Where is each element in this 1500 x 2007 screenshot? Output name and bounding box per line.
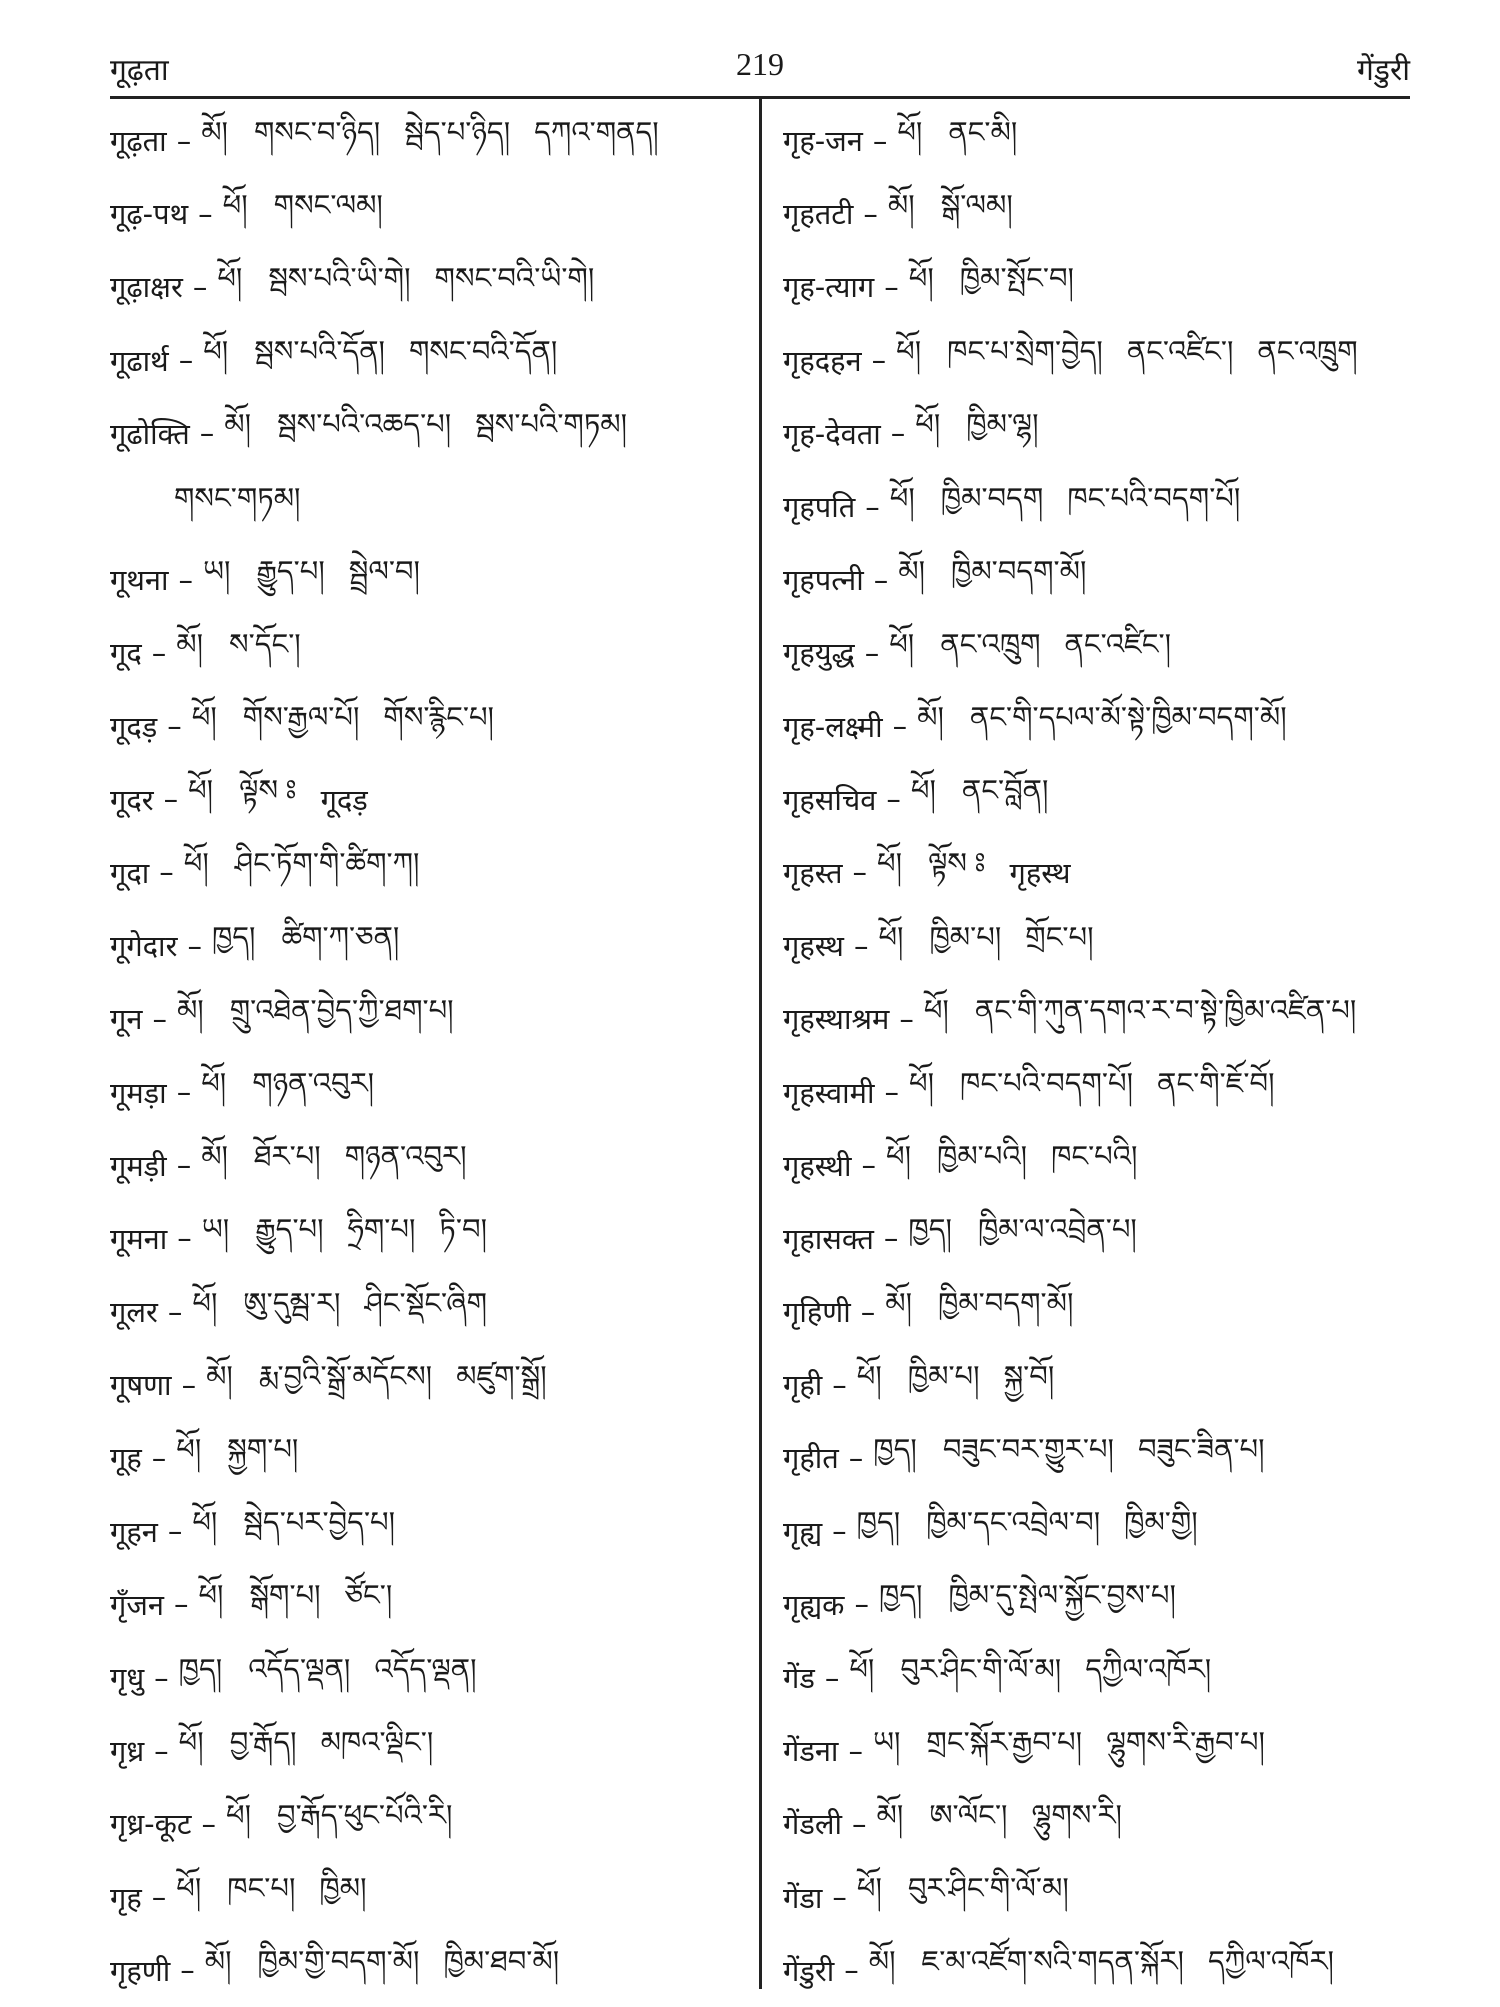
entry-grammar-tag: ཕོ།	[188, 773, 214, 808]
dictionary-entry	[110, 690, 740, 763]
entry-dash: –	[865, 489, 880, 524]
entry-definition: ས་དོང་།	[229, 626, 301, 661]
dictionary-entry	[110, 1641, 740, 1714]
entry-dash: –	[861, 1148, 876, 1183]
entry-grammar-tag: ཕོ།	[183, 846, 209, 881]
dictionary-entry	[783, 1934, 1403, 2007]
entry-grammar-tag: ཕོ།	[856, 1358, 882, 1393]
entry-definition: ཁང་པའི་བདག་པོ།	[1067, 480, 1241, 515]
entry-grammar-tag: ཡ།	[201, 1212, 230, 1247]
entry-dash: –	[167, 709, 182, 744]
entry-headword: गृहदहन	[783, 343, 862, 378]
entry-definition: ཁྱིམ་བདག་མོ།	[951, 553, 1087, 588]
entry-grammar-tag: ཕོ།	[178, 1724, 204, 1759]
entry-headword: गेंडुरी	[783, 1953, 835, 1988]
entry-grammar-tag: མོ།	[887, 187, 915, 222]
column-divider	[759, 99, 762, 1989]
entry-dash: –	[201, 1806, 217, 1841]
entry-definition: སྦྲེལ་བ།	[348, 553, 420, 588]
header-first-word: गूढ़ता	[110, 53, 169, 88]
dictionary-entry	[783, 1787, 1403, 1860]
entry-headword: गूथना	[110, 563, 169, 598]
entry-dash: –	[884, 1075, 899, 1110]
entry-headword: गूढ़-पथ	[110, 197, 189, 232]
entry-definition: སྒོག་པ།	[249, 1578, 321, 1613]
entry-definition: རྨ་བྱའི་སྒྲོ་མདོངས།	[258, 1358, 433, 1393]
dictionary-entry	[110, 1275, 740, 1348]
dictionary-entry	[110, 543, 740, 616]
entry-definition: ཁྱིམ་གྱི་བདག་མོ།	[257, 1944, 420, 1979]
entry-definition: མཛུག་སྒྲོ།	[456, 1358, 547, 1393]
dictionary-entry	[783, 1641, 1403, 1714]
entry-grammar-tag: ཕོ།	[849, 1651, 875, 1686]
entry-headword: गृहसचिव	[783, 782, 877, 817]
entry-dash: –	[154, 1660, 169, 1695]
dictionary-entry	[110, 470, 740, 543]
entry-headword: गृहपत्नी	[783, 563, 864, 598]
entry-grammar-tag: ཕོ།	[203, 334, 229, 369]
entry-grammar-tag: མོ།	[898, 553, 926, 588]
entry-grammar-tag: ཕོ།	[192, 1505, 218, 1540]
entry-grammar-tag: མོ།	[204, 1944, 232, 1979]
entry-grammar-tag: ཕོ།	[198, 1578, 224, 1613]
entry-headword: गृहासक्त	[783, 1221, 874, 1256]
entry-definition: ལྟོས ཿ	[239, 773, 297, 808]
dictionary-entry	[783, 616, 1403, 689]
dictionary-entry	[110, 982, 740, 1055]
entry-definition: མཁའ་ལྡིང་།	[320, 1724, 434, 1759]
entry-definition: སྦས་པའི་འཆད་པ།	[277, 407, 452, 442]
entry-definition: གཉན་འབུར།	[344, 1139, 467, 1174]
entry-definition: ཁྱིམ་བདག	[940, 480, 1044, 515]
entry-dash: –	[890, 416, 906, 451]
dictionary-entry	[783, 1495, 1403, 1568]
dictionary-entry	[783, 397, 1403, 470]
entry-dash: –	[159, 855, 174, 890]
entry-definition: ཁྱིམ་ལ་འབྲེན་པ།	[977, 1212, 1137, 1247]
entry-dash: –	[864, 635, 880, 670]
entry-headword: गृहस्थी	[783, 1148, 852, 1183]
dictionary-entry	[783, 836, 1403, 909]
entry-definition: ཁྱིམ་གྱི།	[1124, 1505, 1198, 1540]
dictionary-entry	[783, 250, 1403, 323]
entry-definition: ཤིང་ཏོག་གི་ཚིག་ཀ།	[234, 846, 420, 881]
dictionary-entry	[110, 763, 740, 836]
entry-dash: –	[187, 928, 202, 963]
entry-definition: གསང་བའི་དོན།	[409, 334, 558, 369]
entry-dash: –	[198, 196, 213, 231]
entry-dash: –	[180, 1953, 195, 1988]
entry-grammar-tag: ཕོ།	[910, 773, 936, 808]
entry-dash: –	[163, 782, 179, 817]
dictionary-entry	[783, 177, 1403, 250]
entry-headword: गूलर	[110, 1295, 158, 1330]
entry-dash: –	[151, 1880, 167, 1915]
page-number: 219	[736, 46, 784, 82]
entry-headword: गृह-लक्ष्मी	[783, 709, 883, 744]
entry-headword: गृहस्त	[783, 855, 843, 890]
entry-headword: गृह-जन	[783, 124, 863, 159]
entry-definition: སྦས་པའི་གཏམ།	[475, 407, 628, 442]
entry-dash: –	[151, 635, 167, 670]
entry-definition: ལྟོས ཿ	[928, 846, 986, 881]
entry-headword: गृँजन	[110, 1587, 164, 1622]
entry-definition: ཁང་པའི།	[1051, 1139, 1138, 1174]
entry-grammar-tag: ཁྱད།	[873, 1431, 917, 1466]
entry-dash: –	[177, 1221, 192, 1256]
dictionary-entry	[783, 1861, 1403, 1934]
entry-grammar-tag: མོ།	[176, 992, 204, 1027]
entry-definition: ཁྱིམ།	[319, 1871, 367, 1906]
entry-headword: गृधु	[110, 1661, 145, 1696]
entry-definition: སྦེད་པ་ཉིད།	[404, 114, 511, 149]
entry-grammar-tag: ཕོ།	[192, 1285, 218, 1320]
entry-headword: गूषणा	[110, 1368, 172, 1403]
entry-dash: –	[176, 1075, 192, 1110]
entry-grammar-tag: ཕོ།	[897, 114, 923, 149]
entry-headword: गृह-देवता	[783, 416, 881, 451]
entry-dash: –	[899, 1001, 914, 1036]
entry-definition: ཐོར་པ།	[254, 1139, 321, 1174]
entry-dash: –	[886, 782, 901, 817]
entry-headword: गृहपति	[783, 490, 856, 525]
entry-dash: –	[848, 1440, 864, 1475]
entry-grammar-tag: ཕོ།	[217, 260, 243, 295]
dictionary-entry	[110, 1568, 740, 1641]
entry-definition: ནང་འཛིང་།	[1126, 334, 1234, 369]
entry-grammar-tag: ཕོ།	[896, 334, 922, 369]
dictionary-entry	[783, 104, 1403, 177]
entry-grammar-tag: ཕོ།	[191, 700, 217, 735]
entry-grammar-tag: ཕོ།	[201, 1066, 227, 1101]
entry-dash: –	[883, 1221, 899, 1256]
entry-dash: –	[863, 196, 878, 231]
entry-headword: गूढार्थ	[110, 343, 169, 378]
entry-headword: गृह्यक	[783, 1587, 845, 1622]
dictionary-entry	[783, 1421, 1403, 1494]
entry-definition: རྒྱུད་པ།	[256, 553, 325, 588]
entry-headword: गूमड़ा	[110, 1075, 167, 1110]
entry-definition: गृहस्थ	[1009, 855, 1071, 890]
entry-grammar-tag: མོ།	[876, 1797, 904, 1832]
entry-grammar-tag: ཕོ།	[878, 919, 904, 954]
entry-dash: –	[871, 343, 887, 378]
entry-definition: དཀྱིལ་འཁོར།	[1208, 1944, 1334, 1979]
entry-definition: དཀྱིལ་འཁོར།	[1085, 1651, 1212, 1686]
dictionary-entry	[783, 1202, 1403, 1275]
entry-definition: ཁྱིམ་ཐབ་མོ།	[443, 1944, 560, 1979]
dictionary-entry	[110, 1861, 740, 1934]
entry-grammar-tag: ཕོ།	[856, 1871, 882, 1906]
entry-definition: གྲང་སྐོར་རྒྱབ་པ།	[926, 1724, 1083, 1759]
entry-dash: –	[852, 855, 868, 890]
dictionary-entry	[110, 1129, 740, 1202]
entry-definition: བྱ་རྒོད་ཕུང་པོའི་རི།	[277, 1797, 453, 1832]
entry-headword: गूगेदार	[110, 929, 178, 964]
entry-definition: ཁྱིམ་དུ་སྤེལ་སྐྱོང་བྱས་པ།	[948, 1578, 1176, 1613]
entry-definition: ཁྱིམ་བདག་མོ།	[938, 1285, 1074, 1320]
entry-headword: गूदर	[110, 782, 154, 817]
right-column	[783, 104, 1403, 2007]
entry-definition: ཇ་མ་འཛོག་སའི་གདན་སྐོར།	[921, 1944, 1184, 1979]
dictionary-entry	[110, 1348, 740, 1421]
entry-definition: ནང་གི་ཇོ་བོ།	[1157, 1066, 1275, 1101]
entry-definition: ནང་གི་ཀུན་དགའ་ར་བ་སྟེ་ཁྱིམ་འཛིན་པ།	[974, 992, 1357, 1027]
dictionary-entry	[783, 690, 1403, 763]
entry-headword: गून	[110, 1002, 143, 1037]
entry-definition: ནང་འཁྲུག	[940, 626, 1041, 661]
entry-definition: སྦེད་པར་བྱེད་པ།	[243, 1505, 396, 1540]
entry-definition: ཁང་པ།	[227, 1871, 296, 1906]
entry-grammar-tag: ཡ།	[202, 553, 231, 588]
entry-headword: गूहन	[110, 1514, 158, 1549]
entry-definition: གོས་རྙིང་པ།	[383, 700, 494, 735]
entry-definition: ཁྱིམ་པ།	[929, 919, 1002, 954]
entry-grammar-tag: མོ།	[224, 407, 252, 442]
entry-dash: –	[848, 1733, 863, 1768]
entry-grammar-tag: ཁྱད།	[211, 919, 256, 954]
entry-definition: ནང་འཁྲུག	[1257, 334, 1358, 369]
dictionary-entry	[110, 1202, 740, 1275]
dictionary-entry	[110, 1055, 740, 1128]
entry-grammar-tag: ཕོ།	[915, 407, 941, 442]
entry-grammar-tag: ཕོ།	[909, 1066, 935, 1101]
entry-dash: –	[853, 928, 869, 963]
entry-definition: གསང་བ་ཉིད།	[254, 114, 381, 149]
dictionary-entry	[110, 616, 740, 689]
dictionary-entry	[110, 1934, 740, 2007]
entry-definition: དཀའ་གནད།	[534, 114, 659, 149]
entry-definition: སྦས་པའི་དོན།	[254, 334, 385, 369]
entry-definition: ལྷུགས་རི་རྒྱབ་པ།	[1106, 1724, 1265, 1759]
dictionary-entry	[783, 324, 1403, 397]
entry-headword: गेंड	[783, 1661, 815, 1696]
entry-definition: འདོད་ལྡན།	[248, 1651, 351, 1686]
dictionary-entry	[110, 250, 740, 323]
entry-definition: བུར་ཤིང་གི་ལོ་མ།	[900, 1651, 1062, 1686]
entry-definition: ཏི་བ།	[439, 1212, 488, 1247]
dictionary-entry	[110, 1421, 740, 1494]
entry-definition: རྒྱུད་པ།	[255, 1212, 324, 1247]
dictionary-entry	[110, 324, 740, 397]
header-last-word: गेंडुरी	[1357, 53, 1410, 88]
dictionary-entry	[783, 763, 1403, 836]
entry-dash: –	[176, 123, 192, 158]
entry-headword: गूढ़ता	[110, 124, 167, 159]
entry-headword: गृहीत	[783, 1441, 839, 1476]
dictionary-entry	[783, 982, 1403, 1055]
entry-definition: ཁྱིམ་དང་འབྲེལ་བ།	[926, 1505, 1101, 1540]
entry-definition: གྲུ་འཐེན་བྱེད་ཀྱི་ཐག་པ།	[229, 992, 454, 1027]
entry-grammar-tag: ཡ།	[872, 1724, 901, 1759]
entry-definition: ཁྱིམ་སྤོང་བ།	[959, 260, 1074, 295]
entry-grammar-tag: ཁྱད།	[908, 1212, 952, 1247]
dictionary-entry	[783, 1348, 1403, 1421]
entry-grammar-tag: མོ།	[176, 626, 204, 661]
entry-headword: गूमड़ी	[110, 1148, 167, 1183]
dictionary-entry	[783, 470, 1403, 543]
entry-definition: བྱ་རྒོད།	[229, 1724, 297, 1759]
entry-headword: गृह	[110, 1880, 142, 1915]
entry-definition: སྐྱ་བོ།	[1003, 1358, 1055, 1393]
dictionary-entry	[783, 909, 1403, 982]
entry-grammar-tag: ཁྱད།	[178, 1651, 223, 1686]
entry-grammar-tag: ཁྱད།	[878, 1578, 923, 1613]
entry-headword: गूदड़	[110, 709, 158, 744]
entry-dash: –	[832, 1514, 847, 1549]
entry-headword: गृहयुद्ध	[783, 636, 855, 671]
dictionary-entry	[783, 1055, 1403, 1128]
entry-definition: ཁང་པའི་བདག་པོ།	[960, 1066, 1134, 1101]
entry-headword: गृहिणी	[783, 1295, 851, 1330]
entry-dash: –	[873, 562, 889, 597]
entry-dash: –	[178, 562, 193, 597]
entry-dash: –	[181, 1367, 197, 1402]
dictionary-entry	[110, 1714, 740, 1787]
entry-dash: –	[852, 1806, 867, 1841]
entry-definition: གོས་རྒྱལ་པོ།	[242, 700, 360, 735]
entry-grammar-tag: མོ།	[201, 1139, 228, 1174]
entry-headword: गृध्र	[110, 1734, 145, 1769]
dictionary-entry	[783, 1129, 1403, 1202]
dictionary-entry	[110, 909, 740, 982]
entry-definition: གཉན་འབུར།	[252, 1066, 375, 1101]
entry-definition: ནང་མི།	[948, 114, 1018, 149]
entry-dash: –	[167, 1514, 183, 1549]
entry-dash: –	[892, 709, 908, 744]
entry-definition: ཙོང་།	[344, 1578, 393, 1613]
dictionary-entry	[783, 1275, 1403, 1348]
entry-dash: –	[154, 1733, 169, 1768]
entry-headword: गूह	[110, 1441, 142, 1476]
entry-definition: ཁྱིམ་པ།	[907, 1358, 980, 1393]
dictionary-entry	[783, 543, 1403, 616]
entry-definition: ཨུ་དུམྦ་ར།	[243, 1285, 341, 1320]
entry-definition: ནང་འཛིང་།	[1064, 626, 1172, 661]
entry-grammar-tag: ཕོ།	[226, 1797, 252, 1832]
entry-dash: –	[860, 1294, 876, 1329]
entry-dash: –	[824, 1660, 840, 1695]
entry-definition: གསང་ལམ།	[273, 187, 383, 222]
entry-grammar-tag: ཕོ།	[877, 846, 903, 881]
entry-headword: गृहस्थाश्रम	[783, 1002, 890, 1037]
entry-dash: –	[884, 269, 899, 304]
entry-headword: गूमना	[110, 1221, 168, 1256]
entry-definition: གསང་གཏམ།	[174, 480, 301, 515]
entry-dash: –	[844, 1953, 859, 1988]
entry-definition: ཧྲིག་པ།	[347, 1212, 416, 1247]
entry-dash: –	[832, 1880, 847, 1915]
entry-headword: गेंडना	[783, 1734, 839, 1769]
entry-grammar-tag: མོ།	[917, 700, 944, 735]
entry-dash: –	[854, 1587, 869, 1622]
entry-headword: गूदा	[110, 855, 150, 890]
entry-headword: गृहस्वामी	[783, 1075, 875, 1110]
entry-grammar-tag: ཕོ།	[923, 992, 949, 1027]
dictionary-entry	[110, 1787, 740, 1860]
dictionary-entry	[110, 1495, 740, 1568]
dictionary-entry	[783, 1568, 1403, 1641]
entry-definition: ཁྱིམ་པའི།	[937, 1139, 1028, 1174]
dictionary-entry	[110, 836, 740, 909]
entry-definition: འདོད་ལྡན།	[374, 1651, 477, 1686]
entry-headword: गेंडा	[783, 1880, 823, 1915]
entry-grammar-tag: ཁྱད།	[856, 1505, 901, 1540]
entry-grammar-tag: མོ།	[868, 1944, 896, 1979]
entry-headword: गृही	[783, 1368, 823, 1403]
entry-definition: ཨ་ལོང་།	[929, 1797, 1008, 1832]
entry-dash: –	[152, 1001, 167, 1036]
entry-dash: –	[832, 1367, 847, 1402]
entry-grammar-tag: ཕོ།	[885, 1139, 912, 1174]
entry-grammar-tag: ཕོ།	[889, 480, 915, 515]
entry-grammar-tag: ཕོ།	[176, 1431, 202, 1466]
entry-headword: गृहणी	[110, 1953, 171, 1988]
entry-definition: སྐྱག་པ།	[227, 1431, 299, 1466]
entry-headword: गेंडली	[783, 1807, 843, 1842]
entry-definition: ནང་གི་དཔལ་མོ་སྟེ་ཁྱིམ་བདག་མོ།	[969, 700, 1287, 735]
entry-definition: བཟུང་ཟིན་པ།	[1137, 1431, 1265, 1466]
entry-grammar-tag: ཕོ།	[908, 260, 934, 295]
entry-definition: ནང་བློན།	[961, 773, 1049, 808]
entry-dash: –	[178, 343, 194, 378]
entry-definition: བུར་ཤིང་གི་ལོ་མ།	[907, 1871, 1069, 1906]
page-header	[110, 40, 1410, 96]
entry-dash: –	[167, 1294, 183, 1329]
entry-definition: ཤིང་སྡོང་ཞིག	[364, 1285, 487, 1320]
entry-definition: སྦས་པའི་ཡི་གེ།	[268, 260, 411, 295]
entry-headword: गूढोक्ति	[110, 416, 190, 451]
entry-grammar-tag: ཕོ།	[176, 1871, 202, 1906]
entry-grammar-tag: མོ།	[885, 1285, 913, 1320]
dictionary-entry	[110, 177, 740, 250]
entry-definition: गूदड़	[320, 782, 368, 817]
entry-definition: ཁང་པ་སྲེག་བྱེད།	[947, 334, 1103, 369]
entry-headword: गृहस्थ	[783, 929, 844, 964]
entry-definition: ལྷུགས་རི།	[1031, 1797, 1122, 1832]
entry-definition: སྒོ་ལམ།	[940, 187, 1013, 222]
entry-grammar-tag: ཕོ།	[222, 187, 248, 222]
entry-dash: –	[199, 416, 215, 451]
entry-headword: गृह्य	[783, 1514, 823, 1549]
left-column	[110, 104, 740, 2007]
entry-dash: –	[151, 1440, 167, 1475]
dictionary-entry	[783, 1714, 1403, 1787]
entry-definition: ཚིག་ཀ་ཅན།	[281, 919, 400, 954]
entry-headword: गृध्र-कूट	[110, 1807, 192, 1842]
entry-definition: གསང་བའི་ཡི་གེ།	[434, 260, 595, 295]
entry-dash: –	[176, 1148, 192, 1183]
entry-grammar-tag: མོ།	[201, 114, 228, 149]
entry-definition: ཁྱིམ་ལྷ།	[966, 407, 1039, 442]
entry-dash: –	[173, 1587, 189, 1622]
entry-definition: གྲོང་པ།	[1025, 919, 1094, 954]
entry-headword: गूद	[110, 636, 142, 671]
entry-grammar-tag: ཕོ།	[889, 626, 915, 661]
entry-dash: –	[192, 269, 208, 304]
entry-definition: བཟུང་བར་གྱུར་པ།	[942, 1431, 1114, 1466]
entry-headword: गूढ़ाक्षर	[110, 270, 183, 305]
dictionary-entry	[110, 104, 740, 177]
dictionary-entry	[110, 397, 740, 470]
entry-grammar-tag: མོ།	[206, 1358, 233, 1393]
entry-dash: –	[872, 123, 888, 158]
entry-headword: गृह-त्याग	[783, 270, 875, 305]
entry-headword: गृहतटी	[783, 197, 854, 232]
